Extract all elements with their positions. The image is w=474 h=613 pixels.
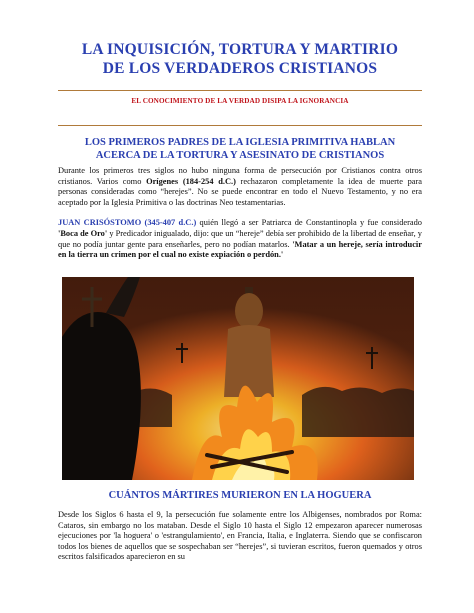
paragraph-origenes: [58, 166, 422, 208]
heading-line-2: ACERCA DE LA TORTURA Y ASESINATO DE CRISTIANOS: [95, 150, 385, 161]
divider-bottom: [58, 125, 422, 126]
title-line-1: LA INQUISICIÓN, TORTURA Y MARTIRIO: [81, 41, 399, 58]
boca-de-oro: 'Boca de Oro': [58, 228, 108, 238]
text-run: y Predicador inigualado, dijo: que un “hereje” debía ser prohibido de la libertad de enseñar, y que no podía juntar gente para enseñarles, pero no podían matarlos.: [58, 228, 422, 249]
burning-at-stake-illustration: [62, 277, 414, 480]
document-title: [58, 40, 422, 78]
subtitle: EL CONOCIMIENTO DE LA VERDAD DISIPA LA IGNORANCIA: [131, 97, 349, 105]
paragraph-crisostomo: [58, 218, 422, 260]
heading-line-1: LOS PRIMEROS PADRES DE LA IGLESIA PRIMITIVA HABLAN: [84, 137, 396, 148]
quote: 'Matar a un hereje, sería introducir en la tierra un crimen por el cual no existe expiación o perdón.': [58, 239, 422, 260]
section-heading-primeros-padres: [58, 136, 422, 162]
origenes-name: Orígenes (184-254 d.C.): [146, 176, 236, 186]
divider-top: [58, 90, 422, 91]
paragraph-albigenses: Desde los Siglos 6 hasta el 9, la persecución fue solamente entre los Albigenses, nombrados por Roma: Cataros, sin embargo no los mataban. Desde el Siglo 10 hasta el Siglo 12 empezaron aparecer numerosas ejecuciones por 'la hoguera' o 'estrangulamiento', en Francia, Italia, e Inglaterra. Siendo que se confiscaron todos los bienes de aquellos que se sospechaban ser “herejes”, si tuvieran escritos, fueron quemados y otros escritos falsificados aparecieron en su: [58, 510, 422, 562]
crisostomo-name: JUAN CRISÓSTOMO (345-407 d.C.): [58, 218, 197, 228]
text-run: rechazaron completamente la idea de muerte para personas consideradas como “herejes”. No se puede encontrar en todo el Nuevo Testamento, y no era aceptado por la Iglesia Primitiva o las doctrinas Neo testamentarias.: [58, 176, 423, 207]
title-line-2: DE LOS VERDADEROS CRISTIANOS: [102, 60, 378, 77]
section-heading-martires: CUÁNTOS MÁRTIRES MURIERON EN LA HOGUERA: [108, 490, 372, 501]
document-page: [58, 0, 422, 288]
text-run: Durante los primeros tres siglos no hubo ninguna forma de persecución por Cristianos contra otros cristianos. Varios como: [58, 166, 422, 186]
text-run: quién llegó a ser Patriarca de Constantinopla y fue considerado: [196, 218, 422, 228]
